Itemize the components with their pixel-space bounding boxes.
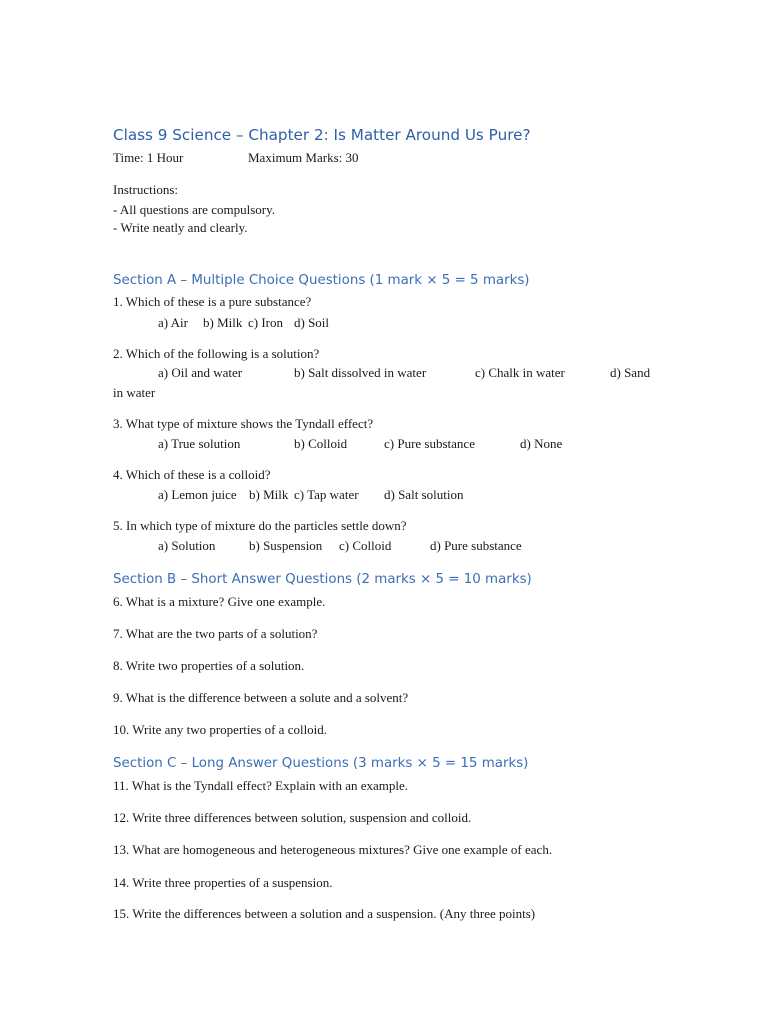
option: c) Pure substance: [384, 436, 475, 451]
option: c) Iron: [248, 315, 284, 330]
option: d) Pure substance: [430, 538, 522, 553]
section-b-heading: Section B – Short Answer Questions (2 marks × 5 = 10 marks): [113, 572, 532, 587]
time-label: Time: 1 Hour: [113, 150, 184, 165]
option: b) Suspension: [249, 538, 323, 553]
question-14: 14. Write three properties of a suspension.: [113, 875, 333, 890]
option: c) Colloid: [339, 538, 392, 553]
question-15: 15. Write the differences between a solution and a suspension. (Any three points): [113, 906, 536, 921]
question-1: 1. Which of these is a pure substance?: [113, 294, 312, 309]
max-marks-label: Maximum Marks: 30: [248, 150, 359, 165]
option: a) True solution: [158, 436, 241, 451]
option: d) Soil: [294, 315, 330, 330]
option: a) Lemon juice: [158, 487, 237, 502]
question-6: 6. What is a mixture? Give one example.: [113, 594, 326, 609]
question-2: 2. Which of the following is a solution?: [113, 346, 320, 361]
question-11: 11. What is the Tyndall effect? Explain with an example.: [113, 778, 408, 793]
option: b) Salt dissolved in water: [294, 365, 427, 380]
section-a-heading: Section A – Multiple Choice Questions (1 mark × 5 = 5 marks): [113, 273, 530, 288]
option: d) Sand: [610, 365, 651, 380]
option: b) Milk: [203, 315, 243, 330]
question-7: 7. What are the two parts of a solution?: [113, 626, 318, 641]
option: b) Colloid: [294, 436, 348, 451]
instruction-line: - Write neatly and clearly.: [113, 220, 248, 235]
option: d) None: [520, 436, 563, 451]
instructions-heading: Instructions:: [113, 182, 178, 197]
question-10: 10. Write any two properties of a colloid.: [113, 722, 328, 737]
question-3: 3. What type of mixture shows the Tyndall effect?: [113, 416, 374, 431]
option: a) Air: [158, 315, 188, 330]
page-title: Class 9 Science – Chapter 2: Is Matter Around Us Pure?: [113, 126, 531, 144]
question-8: 8. Write two properties of a solution.: [113, 658, 305, 673]
option-continuation: in water: [113, 385, 156, 400]
option: d) Salt solution: [384, 487, 464, 502]
option: a) Oil and water: [158, 365, 243, 380]
option: b) Milk: [249, 487, 289, 502]
question-9: 9. What is the difference between a solute and a solvent?: [113, 690, 409, 705]
question-13: 13. What are homogeneous and heterogeneous mixtures? Give one example of each.: [113, 842, 553, 857]
option: a) Solution: [158, 538, 216, 553]
section-c-heading: Section C – Long Answer Questions (3 marks × 5 = 15 marks): [113, 756, 529, 771]
option: c) Tap water: [294, 487, 359, 502]
option: c) Chalk in water: [475, 365, 565, 380]
question-5: 5. In which type of mixture do the particles settle down?: [113, 518, 407, 533]
question-12: 12. Write three differences between solution, suspension and colloid.: [113, 810, 472, 825]
question-4: 4. Which of these is a colloid?: [113, 467, 271, 482]
instruction-line: - All questions are compulsory.: [113, 202, 275, 217]
